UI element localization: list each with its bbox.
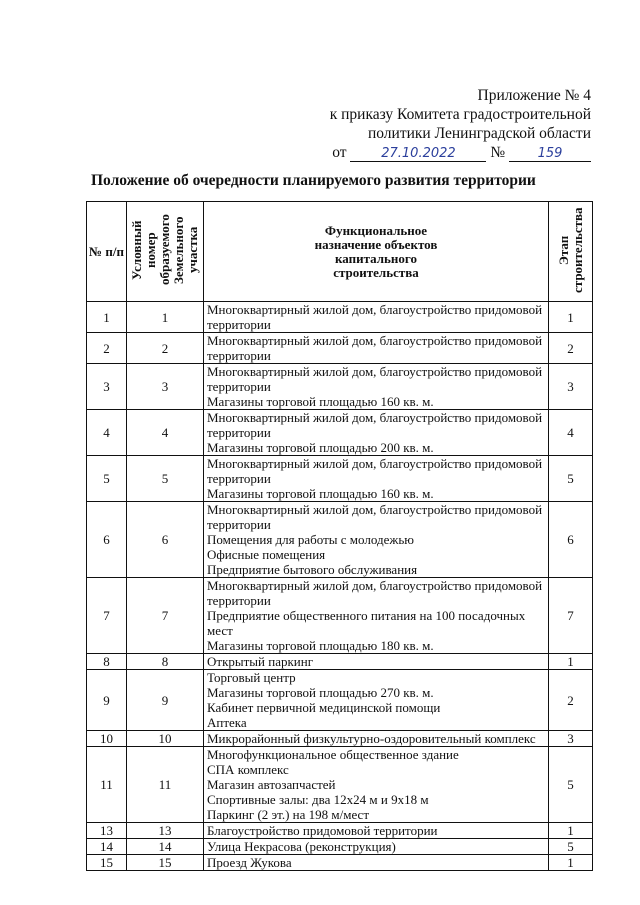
- function-cell: [204, 333, 549, 364]
- stage-number: 4: [549, 410, 593, 456]
- row-number: 2: [87, 333, 127, 364]
- order-date: 27.10.2022: [350, 146, 486, 162]
- function-line: Многоквартирный жилой дом, благоустройство придомовой территории: [207, 456, 543, 486]
- stages-table: [86, 201, 593, 871]
- plot-number: 1: [127, 302, 204, 333]
- document-title: Положение об очередности планируемого развития территории: [91, 172, 536, 189]
- function-line: Открытый паркинг: [207, 654, 314, 669]
- table-row: [87, 333, 593, 364]
- function-cell: [204, 410, 549, 456]
- plot-number: 3: [127, 364, 204, 410]
- row-number: 6: [87, 502, 127, 578]
- row-number: 8: [87, 654, 127, 670]
- function-line: Магазины торговой площадью 270 кв. м.: [207, 685, 434, 700]
- function-line: Предприятие общественного питания на 100 посадочных мест: [207, 608, 526, 638]
- function-line: Магазины торговой площадью 180 кв. м.: [207, 638, 434, 653]
- plot-number: 11: [127, 747, 204, 823]
- table-row: [87, 855, 593, 871]
- order-reference-line2: политики Ленинградской области: [367, 125, 591, 142]
- table-row: [87, 578, 593, 654]
- table-row: [87, 302, 593, 333]
- header-num: № п/п: [87, 202, 127, 302]
- function-line: Магазин автозапчастей: [207, 777, 336, 792]
- function-line: СПА комплекс: [207, 762, 289, 777]
- header-plot: Условный номер образуемого Земельного участка: [127, 202, 204, 302]
- function-line: Многоквартирный жилой дом, благоустройство придомовой территории: [207, 502, 543, 532]
- function-line: Многофункциональное общественное здание: [207, 747, 459, 762]
- function-line: Спортивные залы: два 12х24 м и 9х18 м: [207, 792, 429, 807]
- plot-number: 8: [127, 654, 204, 670]
- function-line: Помещения для работы с молодежью: [207, 532, 414, 547]
- function-line: Микрорайонный физкультурно-оздоровительный комплекс: [207, 731, 536, 746]
- function-line: Паркинг (2 эт.) на 198 м/мест: [207, 807, 369, 822]
- function-line: Многоквартирный жилой дом, благоустройство придомовой территории: [207, 302, 543, 332]
- table-header-row: [87, 202, 593, 302]
- function-line: Аптека: [207, 715, 247, 730]
- row-number: 11: [87, 747, 127, 823]
- function-cell: [204, 578, 549, 654]
- plot-number: 13: [127, 823, 204, 839]
- function-line: Благоустройство придомовой территории: [207, 823, 438, 838]
- function-line: Магазины торговой площадью 160 кв. м.: [207, 486, 434, 501]
- function-line: Многоквартирный жилой дом, благоустройство придомовой территории: [207, 333, 543, 363]
- plot-number: 2: [127, 333, 204, 364]
- order-date-number-line: [330, 143, 591, 162]
- plot-number: 7: [127, 578, 204, 654]
- function-line: Предприятие бытового обслуживания: [207, 562, 418, 577]
- function-line: Торговый центр: [207, 670, 296, 685]
- function-line: Магазины торговой площадью 200 кв. м.: [207, 440, 434, 455]
- table-row: [87, 823, 593, 839]
- header-stage: Этап строительства: [549, 202, 593, 302]
- stage-number: 5: [549, 839, 593, 855]
- function-line: Многоквартирный жилой дом, благоустройство придомовой территории: [207, 578, 543, 608]
- table-row: [87, 410, 593, 456]
- function-line: Улица Некрасова (реконструкция): [207, 839, 396, 854]
- plot-number: 5: [127, 456, 204, 502]
- table-row: [87, 839, 593, 855]
- table-row: [87, 747, 593, 823]
- function-cell: [204, 670, 549, 731]
- table-row: [87, 456, 593, 502]
- stage-number: 2: [549, 670, 593, 731]
- order-number: 159: [509, 146, 591, 162]
- row-number: 13: [87, 823, 127, 839]
- table-row: [87, 731, 593, 747]
- stage-number: 5: [549, 456, 593, 502]
- function-line: Офисные помещения: [207, 547, 326, 562]
- plot-number: 4: [127, 410, 204, 456]
- row-number: 3: [87, 364, 127, 410]
- function-cell: [204, 502, 549, 578]
- function-cell: [204, 747, 549, 823]
- plot-number: 14: [127, 839, 204, 855]
- function-line: Кабинет первичной медицинской помощи: [207, 700, 441, 715]
- table-row: [87, 502, 593, 578]
- order-reference-line1: к приказу Комитета градостроительной: [329, 106, 591, 123]
- function-cell: [204, 823, 549, 839]
- from-label: от: [332, 144, 347, 161]
- stage-number: 2: [549, 333, 593, 364]
- document-header: [330, 86, 591, 162]
- row-number: 5: [87, 456, 127, 502]
- stage-number: 1: [549, 855, 593, 871]
- function-cell: [204, 839, 549, 855]
- function-line: Проезд Жукова: [207, 855, 292, 870]
- table-row: [87, 654, 593, 670]
- number-label: №: [490, 144, 506, 161]
- function-line: Магазины торговой площадью 160 кв. м.: [207, 394, 434, 409]
- row-number: 10: [87, 731, 127, 747]
- function-cell: [204, 731, 549, 747]
- plot-number: 10: [127, 731, 204, 747]
- plot-number: 15: [127, 855, 204, 871]
- header-function: Функциональное назначение объектов капитального строительства: [204, 202, 549, 302]
- table-row: [87, 670, 593, 731]
- stage-number: 7: [549, 578, 593, 654]
- stage-number: 3: [549, 731, 593, 747]
- appendix-label: Приложение № 4: [477, 87, 591, 104]
- function-cell: [204, 364, 549, 410]
- function-cell: [204, 654, 549, 670]
- plot-number: 6: [127, 502, 204, 578]
- function-cell: [204, 302, 549, 333]
- row-number: 4: [87, 410, 127, 456]
- table-row: [87, 364, 593, 410]
- row-number: 9: [87, 670, 127, 731]
- stage-number: 5: [549, 747, 593, 823]
- row-number: 1: [87, 302, 127, 333]
- stage-number: 1: [549, 302, 593, 333]
- stage-number: 3: [549, 364, 593, 410]
- plot-number: 9: [127, 670, 204, 731]
- stage-number: 1: [549, 654, 593, 670]
- function-line: Многоквартирный жилой дом, благоустройство придомовой территории: [207, 364, 543, 394]
- row-number: 14: [87, 839, 127, 855]
- function-cell: [204, 855, 549, 871]
- stage-number: 1: [549, 823, 593, 839]
- function-cell: [204, 456, 549, 502]
- row-number: 7: [87, 578, 127, 654]
- row-number: 15: [87, 855, 127, 871]
- stage-number: 6: [549, 502, 593, 578]
- function-line: Многоквартирный жилой дом, благоустройство придомовой территории: [207, 410, 543, 440]
